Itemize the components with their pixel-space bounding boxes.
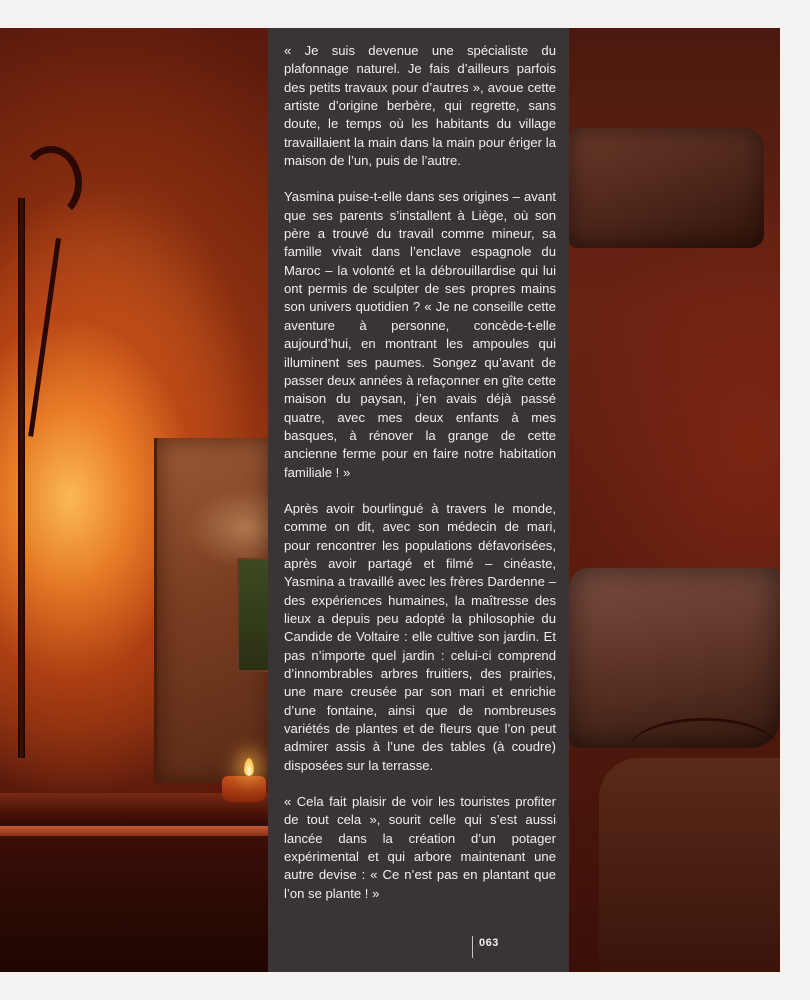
paragraph: « Cela fait plaisir de voir les touristes profiter de tout cela », sourit celle qui s’est aussi lancée dans la création d’un potager expérimental et qui arbore maintenant une autre devise : « Ce n’est pas en plantant que l’on se plante ! » — [284, 794, 556, 901]
text-column — [268, 28, 569, 972]
right-photo-stone-wall — [569, 28, 780, 972]
magazine-page — [0, 28, 780, 972]
shelf-edge — [0, 826, 268, 836]
tealight-candle — [222, 776, 266, 802]
wrought-iron-curl — [20, 146, 82, 220]
book-on-shelf — [154, 438, 271, 783]
wrought-iron-bar-secondary — [28, 238, 61, 437]
paragraph: « Je suis devenue une spécialiste du plafonnage naturel. Je fais d’ailleurs parfois des petits travaux pour d’autres », avoue cette artiste d’origine berbère, qui regrette, sans doute, le temps où les habitants du village travaillaient la main dans la main pour ériger la maison de l’un, puis de l’autre. — [284, 43, 556, 169]
shadow-below-shelf — [0, 836, 268, 972]
wall-stone — [569, 128, 764, 248]
candle-flame — [244, 758, 254, 776]
paragraph: Après avoir bourlingué à travers le monde, comme on dit, avec son médecin de mari, pour rencontrer les populations défavorisées, après avoir partagé et filmé – cinéaste, Yasmina a travaillé avec les frères Dardenne – des expériences humaines, la maîtresse des lieux a depuis peu adopté la philosophie du Candide de Voltaire : elle cultive son jardin. Et pas n’importe quel jardin : celui-ci comprend d’innombrables arbres fruitiers, des prairies, une mare creusée par son mari et enrichie d’une fontaine, ainsi que de nombreuses variétés de plantes et de fleurs que l’on peut admirer assis à l’une des tables (à coudre) disposées sur la terrasse. — [284, 500, 556, 773]
paragraph: Yasmina puise-t-elle dans ses origines – avant que ses parents s’installent à Liège, où son père a trouvé du travail comme mineur, sa famille vivait dans l’enclave espagnole du Maroc – la volonté et la débrouillardise qui lui ont permis de sculpter de ses propres mains son univers quotidien ? « Je ne conseille cette aventure à personne, concède-t-elle aujourd’hui, en montrant les ampoules qui illuminent ses paumes. Songez qu’avant de passer deux années à refaçonner en gîte cette maison du paysan, j’en avais déjà passé quatre, avec mes deux enfants à mes basques, à rénover la grange de cette ancienne ferme pour en faire notre habitation familiale ! » — [284, 189, 556, 480]
article-body — [284, 42, 556, 921]
page-number-divider — [472, 936, 473, 958]
wall-stone — [599, 758, 780, 972]
page-number: 063 — [479, 937, 499, 949]
wrought-iron-bar — [18, 198, 25, 758]
left-photo-candle-wall — [0, 28, 268, 972]
